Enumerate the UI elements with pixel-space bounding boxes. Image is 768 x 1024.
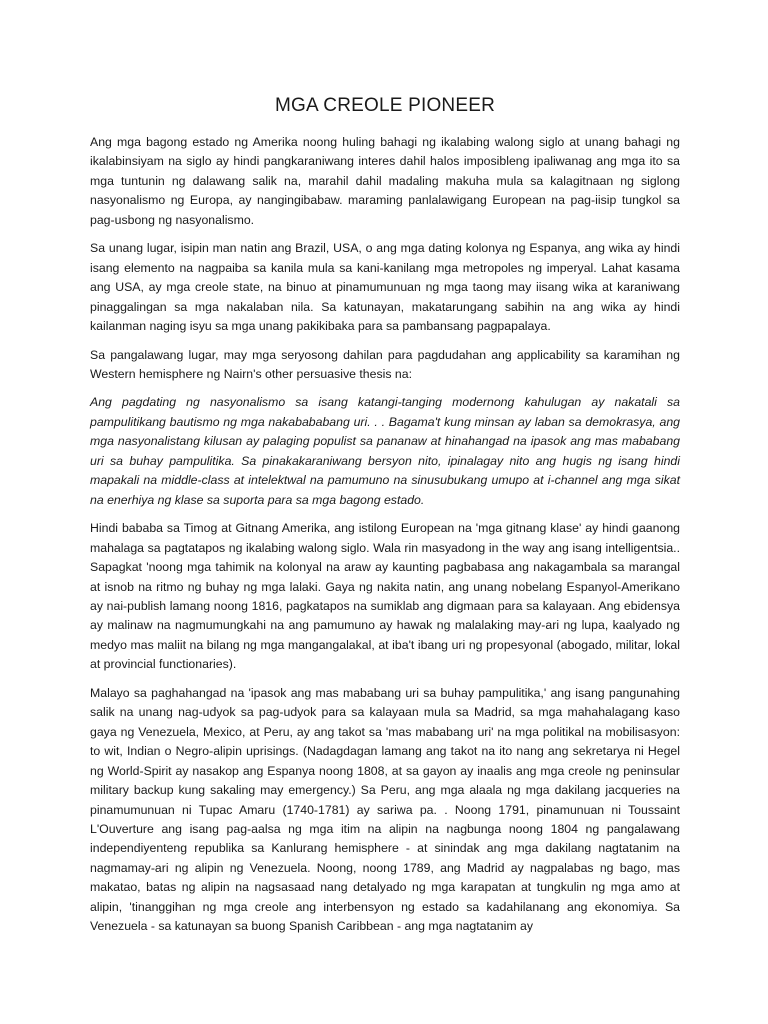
block-quote: Ang pagdating ng nasyonalismo sa isang katangi-tanging modernong kahulugan ay nakatali sa pampulitikang bautismo ng mga nakabababang uri. . . Bagama't kung minsan ay laban sa demokrasya, ang mga nasyonalistang kilusan ay palaging populist sa pananaw at hinahangad na ipasok ang mas mababang uri sa buhay pampulitika. Sa pinakakaraniwang bersyon nito, ipinalagay nito ang hugis ng isang hindi mapakali na middle-class at intelektwal na pamumuno na sinusubukang umupo at i-channel ang mga sikat na enerhiya ng klase sa suporta para sa mga bagong estado.	[90, 395, 680, 507]
paragraph-5: Malayo sa paghahangad na 'ipasok ang mas mababang uri sa buhay pampulitika,' ang isang pangunahing salik na unang nag-udyok sa pag-udyok para sa kalayaan mula sa Madrid, sa mga mahahalagang kaso gaya ng Venezuela, Mexico, at Peru, ay ang takot sa 'mas mababang uri' na mga politikal na mobilisasyon: to wit, Indian o Negro-alipin uprisings. (Nadagdagan lamang ang takot na ito nang ang sekretarya ni Hegel ng World-Spirit ay nasakop ang Espanya noong 1808, at sa gayon ay inaalis ang mga creole ng peninsular military backup kung sakaling may emergency.) Sa Peru, ang mga alaala ng mga dakilang jacqueries na pinamumunuan ni Tupac Amaru (1740-1781) ay sariwa pa. . Noong 1791, pinamunuan ni Toussaint L'Ouverture ang isang pag-aalsa ng mga itim na alipin na nagbunga noong 1804 ng pangalawang independiyenteng republika sa Kanlurang hemisphere - at sinindak ang mga dakilang nagtatanim na nagmamay-ari ng alipin ng Venezuela. Noong, noong 1789, ang Madrid ay nagpalabas ng bago, mas makatao, batas ng alipin na nagsasaad nang detalyado ng mga karapatan at tungkulin ng mga amo at alipin, 'tinanggihan ng mga creole ang interbensyon ng estado sa kadahilanang ang ekonomiya. Sa Venezuela - sa katunayan sa buong Spanish Caribbean - ang mga nagtatanim ay	[90, 685, 680, 934]
paragraph-4: Hindi bababa sa Timog at Gitnang Amerika, ang istilong European na 'mga gitnang klase' ay hindi gaanong mahalaga sa pagtatapos ng ikalabing walong siglo. Wala rin masyadong in the way ang isang intelligentsia.. Sapagkat 'noong mga tahimik na kolonyal na araw ay kaunting pagbabasa ang nakagambala sa marangal at isnob na ritmo ng buhay ng mga lalaki. Gaya ng nakita natin, ang unang nobelang Espanyol-Amerikano ay nai-publish lamang noong 1816, pagkatapos na sumiklab ang digmaan para sa kalayaan. Ang ebidensya ay malinaw na nagmumungkahi na ang pamumuno ay hawak ng malalaking may-ari ng lupa, kaalyado ng medyo mas maliit na bilang ng mga mangangalakal, at iba't ibang uri ng propesyonal (abogado, militar, lokal at provincial functionaries).	[90, 521, 680, 672]
page-title: MGA CREOLE PIONEER	[274, 95, 496, 116]
paragraph-3: Sa pangalawang lugar, may mga seryosong dahilan para pagdudahan ang applicability sa karamihan ng Western hemisphere ng Nairn's other persuasive thesis na:	[90, 347, 680, 381]
paragraph-1: Ang mga bagong estado ng Amerika noong huling bahagi ng ikalabing walong siglo at unang bahagi ng ikalabinsiyam na siglo ay hindi pangkaraniwang interes dahil halos imposibleng ipaliwanag ang mga ito sa mga tuntunin ng dalawang salik na, marahil dahil madaling makuha mula sa kalagitnaan ng siglong nasyonalismo ng Europa, ay nangingibabaw. maraming panlalawigang European na pag-iisip tungkol sa pag-usbong ng nasyonalismo.	[90, 135, 680, 227]
paragraph-2: Sa unang lugar, isipin man natin ang Brazil, USA, o ang mga dating kolonya ng Espanya, ang wika ay hindi isang elemento na nagpaiba sa kanila mula sa kani-kanilang mga metropoles ng imperyal. Lahat kasama ang USA, ay mga creole state, na binuo at pinamumunuan ng mga taong may iisang wika at karaniwang pinaggalingan sa mga nakalaban nila. Sa katunayan, makatarungang sabihin na ang wika ay hindi kailanman naging isyu sa mga unang pakikibaka para sa pambansang pagpapalaya.	[90, 241, 680, 334]
